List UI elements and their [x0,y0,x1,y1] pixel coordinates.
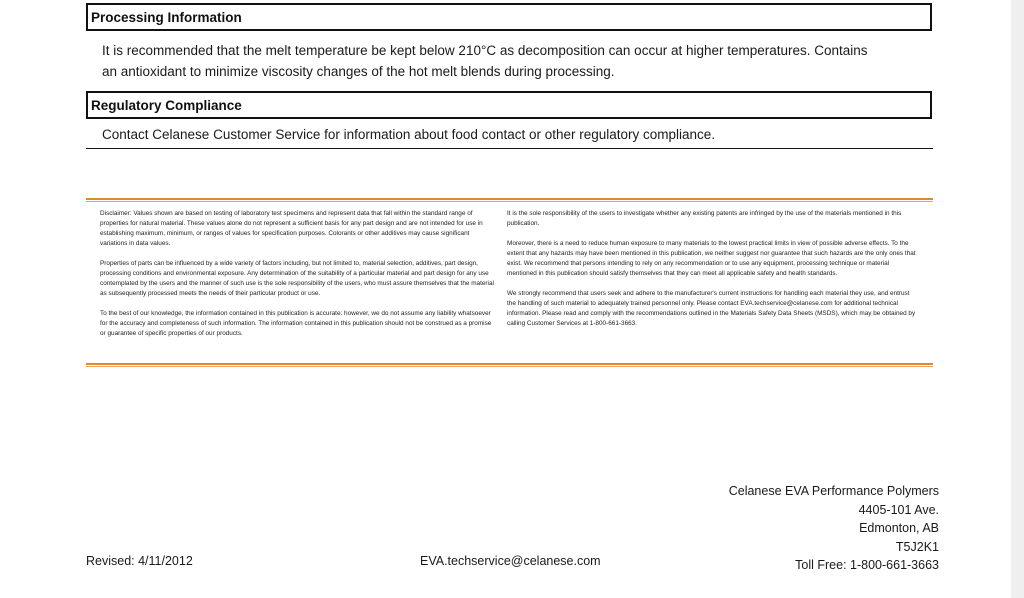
regulatory-title: Regulatory Compliance [91,97,242,113]
processing-line-1: It is recommended that the melt temperature be kept below 210°C as decomposition can occur at higher temperatures. Contains [102,43,868,58]
disclaimer-paragraph: Disclaimer: Values shown are based on testing of laboratory test specimens and represent data that fall within the standard range of properties for natural material. These values alone do not represent a sufficient basis for any part design and are not intended for use in establishing maximum, minimum, or ranges of values for specification purposes. Colorants or other additives may cause significant variations in data values. [100,210,483,247]
street-address: 4405-101 Ave. [858,502,939,517]
disclaimer-paragraph: Moreover, there is a need to reduce human exposure to many materials to the lowest practical limits in view of possible adverse effects. To the extent that any hazards may have been mentioned in this publication, we neither suggest nor guarantee that such hazards are the only ones that exist. We recommend that persons intending to rely on any recommendation or to use any equipment, processing technique or material mentioned in this publication should satisfy themselves that they can meet all applicable safety and health standards. [507,240,916,277]
tech-service-email[interactable]: EVA.techservice@celanese.com [420,554,601,568]
disclaimer-left-column [100,209,496,349]
processing-title: Processing Information [91,9,242,25]
company-name: Celanese EVA Performance Polymers [728,484,939,498]
processing-section-header [86,3,932,31]
toll-free-phone: Toll Free: 1-800-661-3663 [795,558,939,572]
regulatory-section-header [86,91,932,119]
disclaimer-paragraph: We strongly recommend that users seek and adhere to the manufacturer's current instructions for handling each material they use, and entrust the handling of such material to adequately trained personnel only. Please contact EVA.techservice@celanese.com for additional technical information. Please read and comply with the recommendations outlined in the Materials Safety Data Sheets (MSDS), which may be obtained by calling Customer Services at 1-800-661-3663. [507,290,916,327]
city-province: Edmonton, AB [859,521,939,535]
revised-date: Revised: 4/11/2012 [86,554,193,568]
postal-code: T5J2K1 [895,539,939,554]
processing-text [102,40,932,82]
regulatory-text [102,124,932,145]
disclaimer-paragraph: It is the sole responsibility of the users to investigate whether any existing patents are infringed by the use of the materials mentioned in this publication. [507,210,902,227]
disclaimer-top-rule [86,198,933,202]
company-address [729,482,939,575]
disclaimer-paragraph: To the best of our knowledge, the information contained in this publication is accurate: however, we do not assume any liability whatsoever for the accuracy and completeness of such information. The information contained in this publication should not be construed as a promise or guarantee of specific properties of our products. [100,310,492,337]
disclaimer-bottom-rule [86,363,933,367]
page-edge-strip [1011,0,1024,598]
processing-line-2: an antioxidant to minimize viscosity changes of the hot melt blends during processing. [102,64,615,79]
regulatory-line-1: Contact Celanese Customer Service for information about food contact or other regulatory compliance. [102,127,716,142]
disclaimer-right-column [507,209,919,339]
disclaimer-paragraph: Properties of parts can be influenced by a wide variety of factors including, but not limited to, material selection, additives, part design, processing conditions and environmental exposure. Any determination of the suitability of a particular material and part design for any use contemplated by the users and the manner of such use is the sole responsibility of the users, who must assure themselves that the material as subsequently processed meets the needs of their particular product or use. [100,260,494,297]
regulatory-underline [86,148,933,149]
